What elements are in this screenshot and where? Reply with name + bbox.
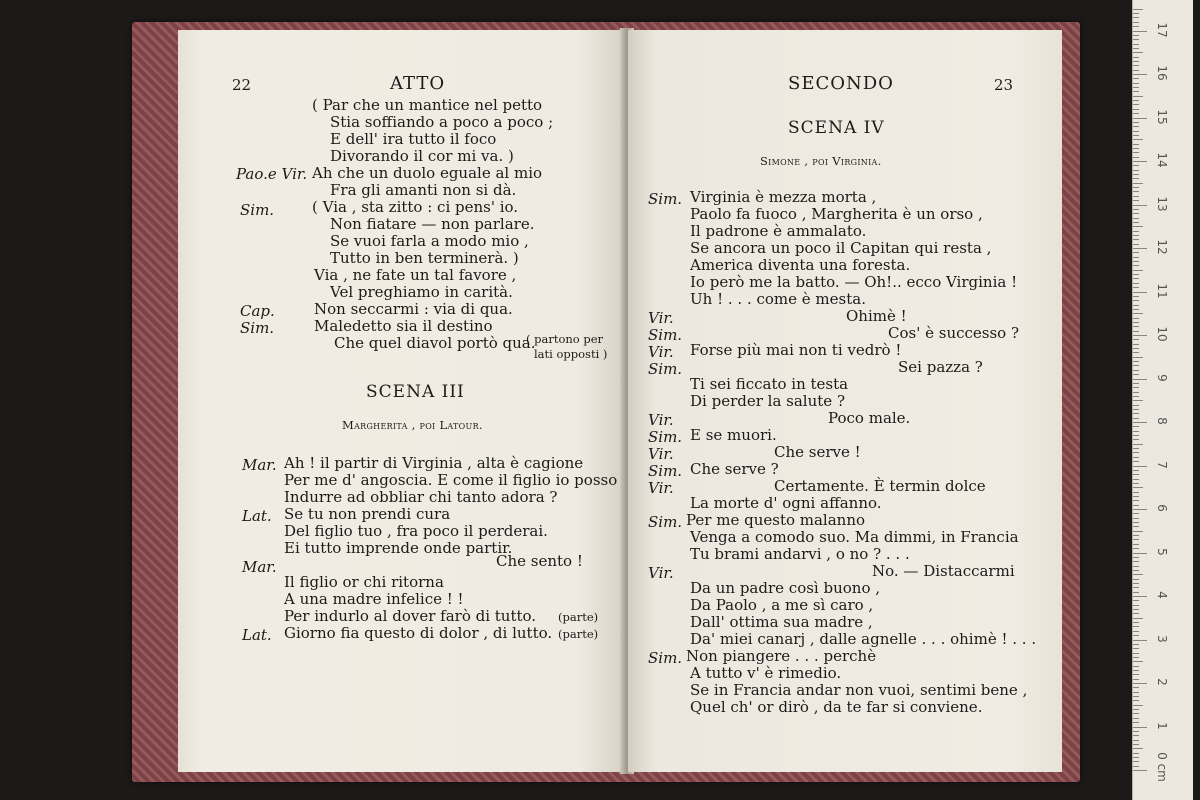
ruler-tick <box>1133 605 1139 606</box>
ruler-tick <box>1133 191 1139 192</box>
verse-line: Indurre ad obbliar chi tanto adora ? <box>284 488 558 506</box>
verse-line: Ohimè ! <box>846 307 907 325</box>
verse-line: Che sento ! <box>496 552 583 570</box>
verse-line: Poco male. <box>828 409 911 427</box>
measuring-ruler <box>1132 0 1193 800</box>
ruler-tick <box>1133 170 1139 171</box>
scene-persons: Simone , poi Virginia. <box>760 154 882 168</box>
verse-line: Virginia è mezza morta , <box>690 188 877 206</box>
page-number-right: 23 <box>994 76 1014 94</box>
verse-line: ( Par che un mantice nel petto <box>312 96 543 114</box>
speaker-label: Sim. <box>648 326 683 344</box>
ruler-tick <box>1133 313 1143 314</box>
verse-line: Ei tutto imprende onde partir. <box>284 539 513 557</box>
verse-line: Di perder la salute ? <box>690 392 845 410</box>
verse-line: Via , ne fate un tal favore , <box>314 266 517 284</box>
verse-line: Ti sei ficcato in testa <box>690 375 849 393</box>
ruler-tick <box>1133 557 1139 558</box>
ruler-tick <box>1133 444 1143 445</box>
ruler-tick <box>1133 274 1139 275</box>
stage-direction: ( partono per <box>526 332 604 346</box>
verse-line: Ah che un duolo eguale al mio <box>312 164 543 182</box>
verse-line: Tutto in ben terminerà. ) <box>330 249 519 267</box>
ruler-tick <box>1133 722 1139 723</box>
ruler-tick <box>1133 392 1139 393</box>
ruler-tick <box>1133 727 1147 728</box>
ruler-tick <box>1133 300 1139 301</box>
speaker-label: Sim. <box>648 428 683 446</box>
verse-line: Se ancora un poco il Capitan qui resta , <box>690 239 992 257</box>
verse-line: La morte d' ogni affanno. <box>690 494 882 512</box>
verse-line: Vel preghiamo in carità. <box>330 283 513 301</box>
ruler-tick <box>1133 496 1139 497</box>
ruler-tick <box>1133 731 1139 732</box>
ruler-tick <box>1133 379 1147 380</box>
ruler-number: 16 <box>1155 65 1169 81</box>
ruler-tick <box>1133 252 1139 253</box>
ruler-tick <box>1133 409 1139 410</box>
ruler-tick <box>1133 452 1139 453</box>
verse-line: A una madre infelice ! ! <box>284 590 464 608</box>
verse-line: Il padrone è ammalato. <box>690 222 867 240</box>
ruler-tick <box>1133 635 1139 636</box>
ruler-tick <box>1133 431 1139 432</box>
speaker-label: Vir. <box>648 411 674 429</box>
ruler-tick <box>1133 213 1139 214</box>
verse-line: Venga a comodo suo. Ma dimmi, in Francia <box>690 528 1019 546</box>
ruler-number: 14 <box>1155 152 1169 168</box>
ruler-number: 17 <box>1155 21 1169 38</box>
ruler-tick <box>1133 57 1139 58</box>
ruler-number: 3 <box>1155 634 1169 643</box>
ruler-tick <box>1133 209 1139 210</box>
ruler-tick <box>1133 761 1139 762</box>
ruler-tick <box>1133 74 1147 75</box>
ruler-tick <box>1133 513 1139 514</box>
ruler-tick <box>1133 600 1139 601</box>
ruler-tick <box>1133 83 1139 84</box>
ruler-tick <box>1133 500 1139 501</box>
ruler-tick <box>1133 278 1139 279</box>
verse-line: Divorando il cor mi va. ) <box>330 147 514 165</box>
ruler-tick <box>1133 574 1143 575</box>
ruler-unit-label: 0 cm <box>1155 752 1169 782</box>
ruler-tick <box>1133 305 1139 306</box>
ruler-tick <box>1133 265 1139 266</box>
ruler-tick <box>1133 296 1139 297</box>
ruler-tick <box>1133 270 1143 271</box>
running-head-right: SECONDO <box>788 73 894 94</box>
ruler-tick <box>1133 400 1143 401</box>
ruler-tick <box>1133 257 1139 258</box>
ruler-tick <box>1133 13 1139 14</box>
ruler-number: 15 <box>1155 108 1169 125</box>
ruler-tick <box>1133 718 1139 719</box>
verse-line: Certamente. È termin dolce <box>774 477 986 495</box>
verse-line: Non piangere . . . perchè <box>686 647 877 665</box>
verse-line: Fra gli amanti non si dà. <box>330 181 517 199</box>
ruler-tick <box>1133 196 1139 197</box>
ruler-tick <box>1133 553 1147 554</box>
ruler-tick <box>1133 326 1139 327</box>
ruler-tick <box>1133 152 1139 153</box>
ruler-tick <box>1133 566 1139 567</box>
ruler-tick <box>1133 235 1139 236</box>
speaker-label: Vir. <box>648 479 674 497</box>
ruler-number: 2 <box>1155 678 1169 686</box>
verse-line: Non seccarmi : via di qua. <box>314 300 513 318</box>
ruler-tick <box>1133 370 1139 371</box>
stage-direction: (parte) <box>558 627 599 641</box>
ruler-tick <box>1133 448 1139 449</box>
ruler-tick <box>1133 52 1143 53</box>
speaker-label: Lat. <box>242 507 272 525</box>
ruler-tick <box>1133 483 1139 484</box>
ruler-tick <box>1133 613 1139 614</box>
ruler-tick <box>1133 39 1139 40</box>
ruler-tick <box>1133 439 1139 440</box>
ruler-number: 13 <box>1155 195 1169 212</box>
speaker-label: Sim. <box>648 513 683 531</box>
ruler-tick <box>1133 705 1143 706</box>
ruler-tick <box>1133 183 1143 184</box>
ruler-tick <box>1133 161 1147 162</box>
ruler-tick <box>1133 178 1139 179</box>
ruler-tick <box>1133 670 1139 671</box>
verse-line: Cos' è successo ? <box>888 324 1020 342</box>
ruler-tick <box>1133 622 1139 623</box>
ruler-tick <box>1133 339 1139 340</box>
ruler-tick <box>1133 544 1139 545</box>
ruler-tick <box>1133 618 1143 619</box>
ruler-tick <box>1133 509 1147 510</box>
ruler-tick <box>1133 17 1139 18</box>
ruler-tick <box>1133 361 1139 362</box>
ruler-tick <box>1133 587 1139 588</box>
verse-line: Maledetto sia il destino <box>314 317 493 335</box>
verse-line: Che serve ? <box>690 460 779 478</box>
ruler-tick <box>1133 561 1139 562</box>
ruler-tick <box>1133 135 1139 136</box>
ruler-tick <box>1133 31 1147 32</box>
ruler-tick <box>1133 122 1139 123</box>
ruler-number: 11 <box>1155 282 1169 299</box>
ruler-tick <box>1133 139 1143 140</box>
ruler-tick <box>1133 470 1139 471</box>
ruler-tick <box>1133 539 1139 540</box>
ruler-tick <box>1133 226 1143 227</box>
speaker-label: Vir. <box>648 445 674 463</box>
speaker-label: Sim. <box>648 649 683 667</box>
verse-line: Per me questo malanno <box>686 511 866 529</box>
ruler-number: 9 <box>1155 373 1169 382</box>
speaker-label: Vir. <box>648 309 674 327</box>
speaker-label: Sim. <box>648 190 683 208</box>
verse-line: A tutto v' è rimedio. <box>690 664 842 682</box>
ruler-tick <box>1133 696 1139 697</box>
ruler-tick <box>1133 631 1139 632</box>
ruler-tick <box>1133 418 1139 419</box>
ruler-tick <box>1133 683 1147 684</box>
verse-line: Da un padre così buono , <box>690 579 881 597</box>
ruler-tick <box>1133 157 1139 158</box>
scene-persons: Margherita , poi Latour. <box>342 418 483 432</box>
ruler-number: 5 <box>1155 547 1169 556</box>
ruler-tick <box>1133 148 1139 149</box>
ruler-tick <box>1133 526 1139 527</box>
ruler-tick <box>1133 174 1139 175</box>
ruler-tick <box>1133 666 1139 667</box>
verse-line: Del figlio tuo , fra poco il perderai. <box>284 522 548 540</box>
verse-line: Dall' ottima sua madre , <box>690 613 873 631</box>
ruler-tick <box>1133 113 1139 114</box>
ruler-tick <box>1133 405 1139 406</box>
ruler-tick <box>1133 109 1139 110</box>
ruler-tick <box>1133 344 1139 345</box>
ruler-tick <box>1133 131 1139 132</box>
speaker-label: Sim. <box>648 360 683 378</box>
stage-direction: lati opposti ) <box>534 347 608 361</box>
ruler-tick <box>1133 709 1139 710</box>
ruler-tick <box>1133 396 1139 397</box>
verse-line: America diventa una foresta. <box>690 256 911 274</box>
ruler-tick <box>1133 713 1139 714</box>
verse-line: Io però me la batto. — Oh!.. ecco Virginia ! <box>690 273 1018 291</box>
ruler-number: 6 <box>1155 504 1169 512</box>
scene-title: SCENA IV <box>788 118 885 138</box>
ruler-tick <box>1133 348 1139 349</box>
ruler-tick <box>1133 579 1139 580</box>
ruler-tick <box>1133 22 1139 23</box>
ruler-tick <box>1133 422 1147 423</box>
speaker-label: Cap. <box>240 302 275 320</box>
ruler-tick <box>1133 492 1139 493</box>
verse-line: Se in Francia andar non vuoi, sentimi bene , <box>690 681 1028 699</box>
verse-line: Che serve ! <box>774 443 861 461</box>
ruler-tick <box>1133 78 1139 79</box>
verse-line: Giorno fia questo di dolor , di lutto. <box>284 624 553 642</box>
ruler-tick <box>1133 118 1147 119</box>
ruler-tick <box>1133 387 1139 388</box>
verse-line: Per indurlo al dover farò di tutto. <box>284 607 537 625</box>
ruler-tick <box>1133 144 1139 145</box>
ruler-tick <box>1133 70 1139 71</box>
ruler-tick <box>1133 292 1147 293</box>
page-number-left: 22 <box>232 76 252 94</box>
verse-line: Non fiatare — non parlare. <box>330 215 535 233</box>
ruler-tick <box>1133 466 1147 467</box>
running-head-left: ATTO <box>390 73 446 94</box>
ruler-tick <box>1133 640 1147 641</box>
ruler-tick <box>1133 757 1139 758</box>
ruler-number: 12 <box>1155 239 1169 255</box>
ruler-tick <box>1133 335 1147 336</box>
ruler-tick <box>1133 309 1139 310</box>
ruler-tick <box>1133 261 1139 262</box>
ruler-tick <box>1133 426 1139 427</box>
ruler-tick <box>1133 766 1139 767</box>
verse-line: E se muori. <box>690 426 777 444</box>
ruler-tick <box>1133 357 1143 358</box>
verse-line: Da' miei canarj , dalle agnelle . . . ohimè ! . . . <box>690 630 1037 648</box>
ruler-tick <box>1133 535 1139 536</box>
verse-line: Forse più mai non ti vedrò ! <box>690 341 902 359</box>
ruler-tick <box>1133 592 1139 593</box>
ruler-tick <box>1133 365 1139 366</box>
ruler-tick <box>1133 744 1139 745</box>
ruler-tick <box>1133 505 1139 506</box>
ruler-tick <box>1133 648 1139 649</box>
ruler-tick <box>1133 35 1139 36</box>
ruler-tick <box>1133 44 1139 45</box>
ruler-tick <box>1133 596 1147 597</box>
speaker-label: Sim. <box>240 201 275 219</box>
verse-line: Stia soffiando a poco a poco ; <box>330 113 554 131</box>
ruler-tick <box>1133 87 1139 88</box>
speaker-label: Pao.e Vir. <box>236 165 308 183</box>
verse-line: No. — Distaccarmi <box>872 562 1015 580</box>
ruler-tick <box>1133 653 1139 654</box>
ruler-tick <box>1133 65 1139 66</box>
ruler-tick <box>1133 748 1143 749</box>
verse-line: ( Via , sta zitto : ci pens' io. <box>312 198 519 216</box>
verse-line: Sei pazza ? <box>898 358 983 376</box>
ruler-tick <box>1133 218 1139 219</box>
ruler-tick <box>1133 61 1139 62</box>
ruler-tick <box>1133 661 1143 662</box>
speaker-label: Vir. <box>648 343 674 361</box>
ruler-tick <box>1133 740 1139 741</box>
verse-line: Quel ch' or dirò , da te far si conviene. <box>690 698 983 716</box>
stage-direction: (parte) <box>558 610 599 624</box>
ruler-tick <box>1133 165 1139 166</box>
ruler-tick <box>1133 770 1147 771</box>
verse-line: Che quel diavol portò qua. <box>334 334 536 352</box>
ruler-number: 4 <box>1155 591 1169 599</box>
ruler-tick <box>1133 374 1139 375</box>
ruler-tick <box>1133 644 1139 645</box>
speaker-label: Vir. <box>648 564 674 582</box>
verse-line: Da Paolo , a me sì caro , <box>690 596 874 614</box>
speaker-label: Sim. <box>648 462 683 480</box>
ruler-tick <box>1133 104 1139 105</box>
ruler-tick <box>1133 26 1139 27</box>
ruler-tick <box>1133 96 1143 97</box>
ruler-tick <box>1133 91 1139 92</box>
ruler-tick <box>1133 735 1139 736</box>
ruler-tick <box>1133 283 1139 284</box>
ruler-tick <box>1133 205 1147 206</box>
speaker-label: Mar. <box>242 558 277 576</box>
ruler-tick <box>1133 583 1139 584</box>
verse-line: Ah ! il partir di Virginia , alta è cagione <box>284 454 584 472</box>
ruler-tick <box>1133 753 1139 754</box>
ruler-tick <box>1133 531 1143 532</box>
ruler-tick <box>1133 626 1139 627</box>
ruler-tick <box>1133 457 1139 458</box>
speaker-label: Mar. <box>242 456 277 474</box>
ruler-tick <box>1133 487 1143 488</box>
ruler-tick <box>1133 679 1139 680</box>
ruler-tick <box>1133 674 1139 675</box>
ruler-tick <box>1133 518 1139 519</box>
ruler-tick <box>1133 318 1139 319</box>
ruler-tick <box>1133 687 1139 688</box>
ruler-tick <box>1133 570 1139 571</box>
ruler-tick <box>1133 9 1143 10</box>
ruler-tick <box>1133 322 1139 323</box>
ruler-tick <box>1133 200 1139 201</box>
left-page <box>178 30 626 772</box>
verse-line: Se vuoi farla a modo mio , <box>330 232 529 250</box>
verse-line: Uh ! . . . come è mesta. <box>690 290 866 308</box>
speaker-label: Lat. <box>242 626 272 644</box>
speaker-label: Sim. <box>240 319 275 337</box>
verse-line: Tu brami andarvi , o no ? . . . <box>690 545 910 563</box>
ruler-tick <box>1133 231 1139 232</box>
ruler-tick <box>1133 435 1139 436</box>
scene-title: SCENA III <box>366 382 465 402</box>
ruler-tick <box>1133 474 1139 475</box>
ruler-tick <box>1133 100 1139 101</box>
ruler-tick <box>1133 609 1139 610</box>
right-page <box>628 30 1062 772</box>
ruler-tick <box>1133 222 1139 223</box>
ruler-tick <box>1133 48 1139 49</box>
verse-line: E dell' ira tutto il foco <box>330 130 497 148</box>
ruler-tick <box>1133 187 1139 188</box>
verse-line: Se tu non prendi cura <box>284 505 451 523</box>
ruler-tick <box>1133 522 1139 523</box>
ruler-tick <box>1133 479 1139 480</box>
verse-line: Il figlio or chi ritorna <box>284 573 444 591</box>
ruler-tick <box>1133 383 1139 384</box>
ruler-number: 8 <box>1155 417 1169 425</box>
ruler-tick <box>1133 548 1139 549</box>
verse-line: Per me d' angoscia. E come il figlio io posso <box>284 471 618 489</box>
ruler-tick <box>1133 352 1139 353</box>
ruler-tick <box>1133 248 1147 249</box>
ruler-tick <box>1133 692 1139 693</box>
verse-line: Paolo fa fuoco , Margherita è un orso , <box>690 205 983 223</box>
ruler-tick <box>1133 331 1139 332</box>
ruler-tick <box>1133 700 1139 701</box>
ruler-tick <box>1133 657 1139 658</box>
ruler-tick <box>1133 239 1139 240</box>
ruler-tick <box>1133 244 1139 245</box>
ruler-tick <box>1133 287 1139 288</box>
ruler-tick <box>1133 126 1139 127</box>
ruler-tick <box>1133 461 1139 462</box>
ruler-tick <box>1133 413 1139 414</box>
ruler-number: 1 <box>1155 721 1169 730</box>
ruler-number: 10 <box>1155 326 1169 342</box>
ruler-number: 7 <box>1155 460 1169 469</box>
